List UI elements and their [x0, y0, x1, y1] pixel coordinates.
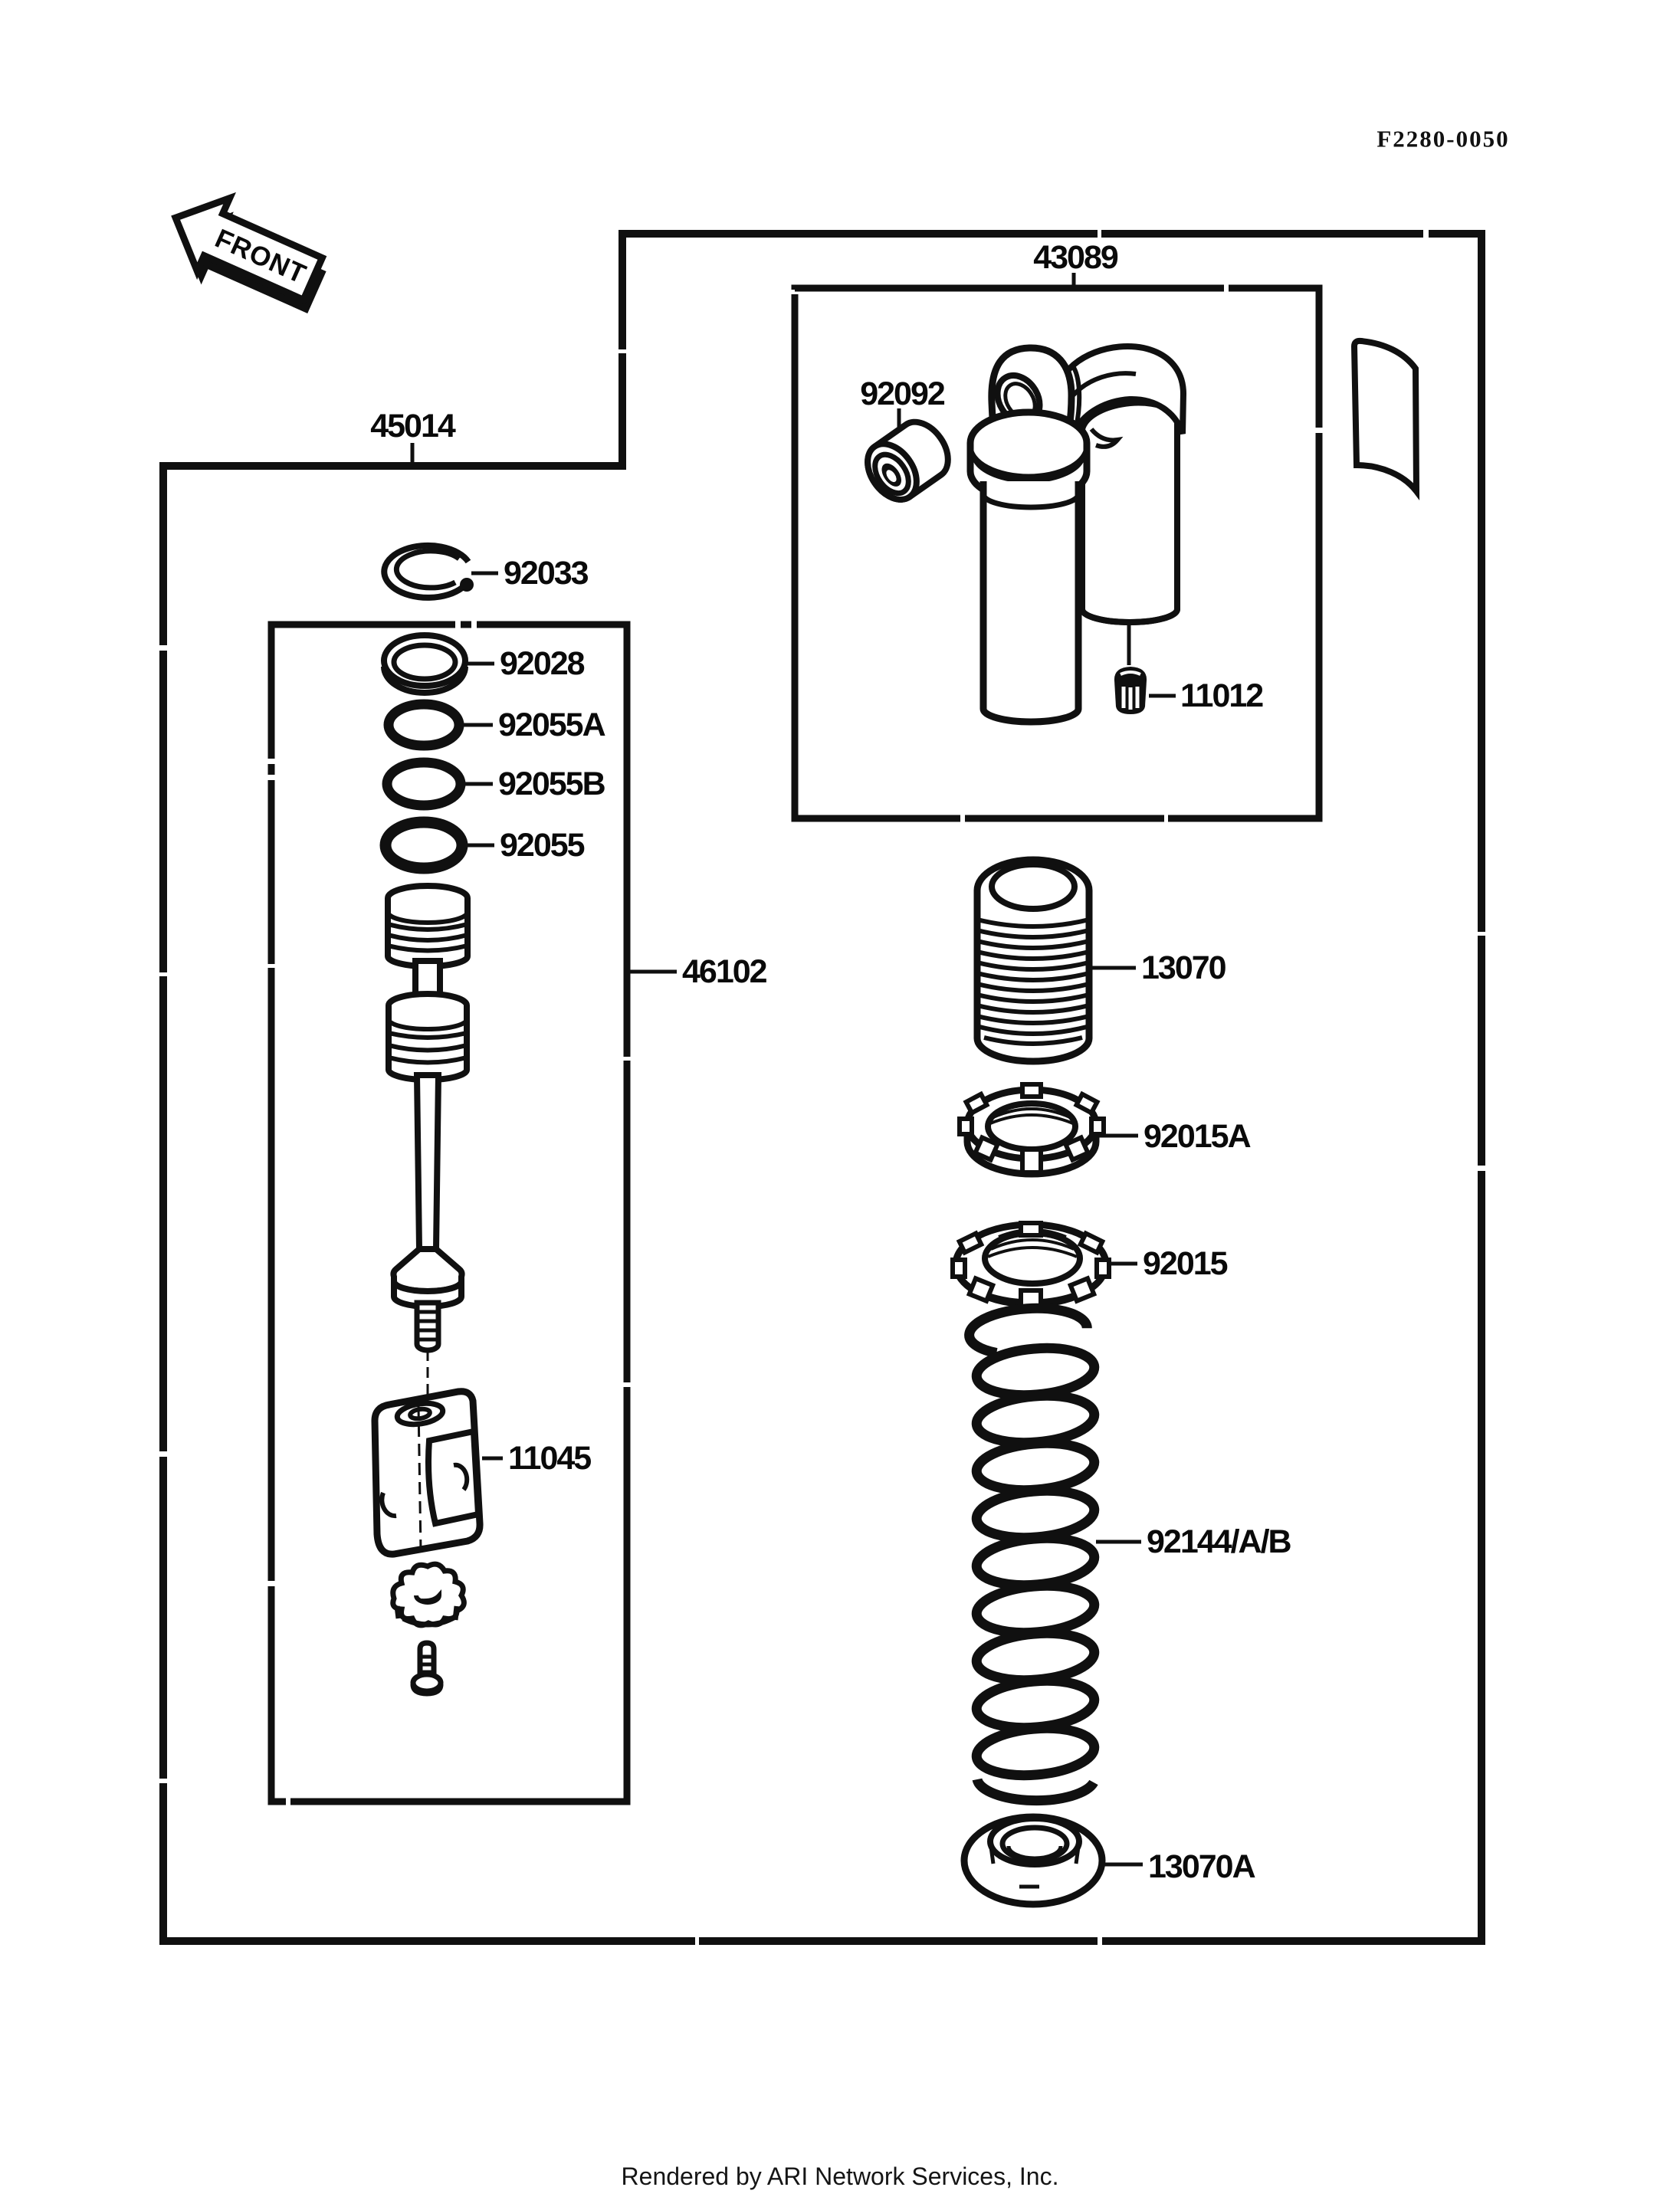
seal-drawing	[384, 635, 465, 693]
label-oring-a: 92055A	[498, 707, 605, 743]
label-seal: 92028	[500, 645, 584, 682]
curled-strip-drawing	[1354, 341, 1416, 491]
adjuster-collar-drawing	[977, 860, 1089, 1061]
spring-drawing	[968, 1304, 1097, 1800]
label-piston-rod-kit: 46102	[682, 953, 766, 990]
label-shock-absorber: 45014	[370, 408, 454, 444]
label-rod-end-clevis: 11045	[508, 1440, 591, 1477]
bushing-drawing	[858, 413, 958, 509]
valve-cap-drawing	[1114, 667, 1147, 714]
label-adjuster-collar: 13070	[1141, 949, 1226, 986]
label-oring-b: 92055B	[498, 766, 605, 802]
label-spring-seat: 13070A	[1148, 1848, 1255, 1885]
label-shock-unit: 43089	[1033, 239, 1117, 276]
oring-b-drawing	[387, 762, 461, 805]
locknut-upper-drawing	[960, 1084, 1104, 1174]
label-spring: 92144/A/B	[1147, 1523, 1291, 1560]
label-circlip: 92033	[504, 555, 588, 592]
label-bushing: 92092	[860, 375, 944, 412]
shock-body-drawing	[970, 346, 1183, 722]
circlip-drawing	[384, 546, 474, 598]
piston-rod-drawing	[388, 886, 468, 1401]
oring-drawing	[386, 822, 462, 868]
front-arrow-label: FRONT	[210, 223, 311, 290]
outer-border	[163, 234, 1481, 1941]
front-arrow	[155, 182, 337, 329]
adjuster-knob-drawing	[393, 1564, 464, 1625]
label-locknut: 92015	[1143, 1245, 1227, 1282]
label-locknut-upper: 92015A	[1144, 1118, 1250, 1155]
oring-a-drawing	[389, 704, 459, 746]
label-oring: 92055	[500, 827, 584, 864]
adjuster-screw-drawing	[413, 1643, 441, 1694]
locknut-drawing	[953, 1223, 1109, 1310]
label-valve-cap: 11012	[1180, 677, 1263, 714]
clevis-drawing	[375, 1392, 480, 1554]
footer-credit: Rendered by ARI Network Services, Inc.	[621, 2163, 1059, 2190]
figure-code: F2280-0050	[1376, 125, 1510, 152]
spring-seat-drawing	[964, 1817, 1102, 1904]
